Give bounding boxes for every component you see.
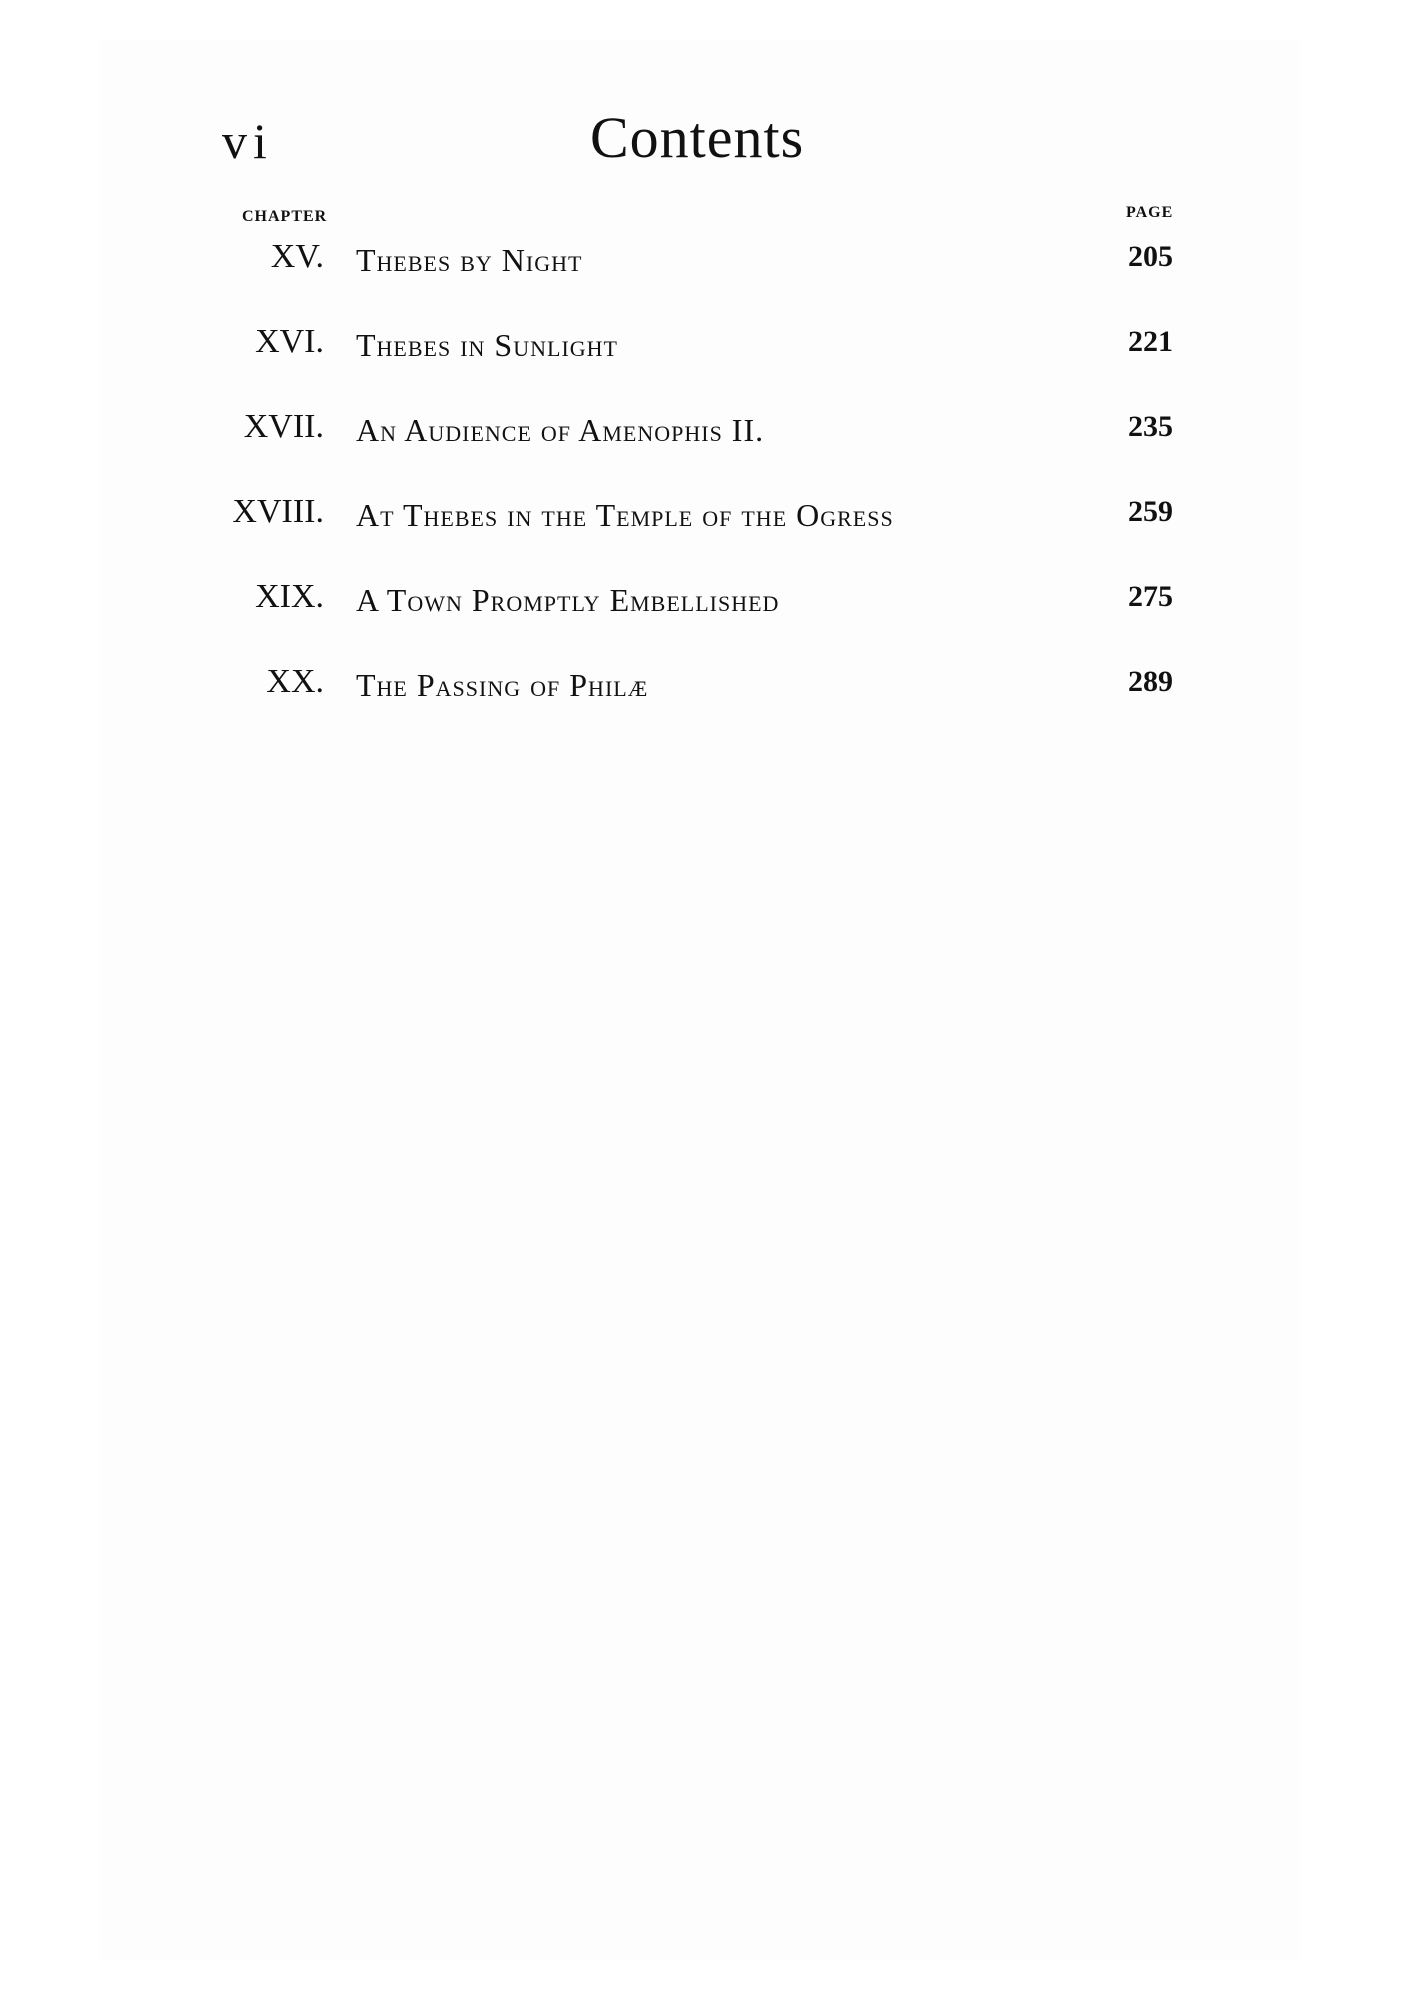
page-number: vi <box>222 113 273 169</box>
chapter-title: The Passing of Philæ <box>356 667 649 703</box>
chapter-page: 259 <box>1128 495 1173 528</box>
chapter-number: XIX. <box>255 578 324 615</box>
chapter-column-header: CHAPTER <box>242 208 328 225</box>
toc-entry <box>0 323 1404 373</box>
chapter-title: At Thebes in the Temple of the Ogress <box>356 497 894 533</box>
chapter-title: An Audience of Amenophis II. <box>356 412 765 448</box>
toc-entry <box>0 238 1404 288</box>
chapter-number: XVI. <box>255 323 324 360</box>
toc-entry <box>0 578 1404 628</box>
page-title: Contents <box>590 105 805 170</box>
chapter-page: 289 <box>1128 665 1173 698</box>
chapter-title: Thebes by Night <box>356 242 583 278</box>
chapter-title: Thebes in Sunlight <box>356 327 618 363</box>
page-column-header: PAGE <box>1126 204 1174 221</box>
chapter-number: XV. <box>270 238 324 275</box>
chapter-page: 221 <box>1128 325 1173 358</box>
toc-entry <box>0 663 1404 713</box>
chapter-title: A Town Promptly Embellished <box>356 582 780 618</box>
toc-entry <box>0 408 1404 458</box>
chapter-number: XVIII. <box>232 493 324 530</box>
toc-entry <box>0 493 1404 543</box>
chapter-number: XVII. <box>243 408 324 445</box>
chapter-page: 235 <box>1128 410 1173 443</box>
chapter-page: 275 <box>1128 580 1173 613</box>
chapter-number: XX. <box>266 663 324 700</box>
chapter-page: 205 <box>1128 240 1173 273</box>
